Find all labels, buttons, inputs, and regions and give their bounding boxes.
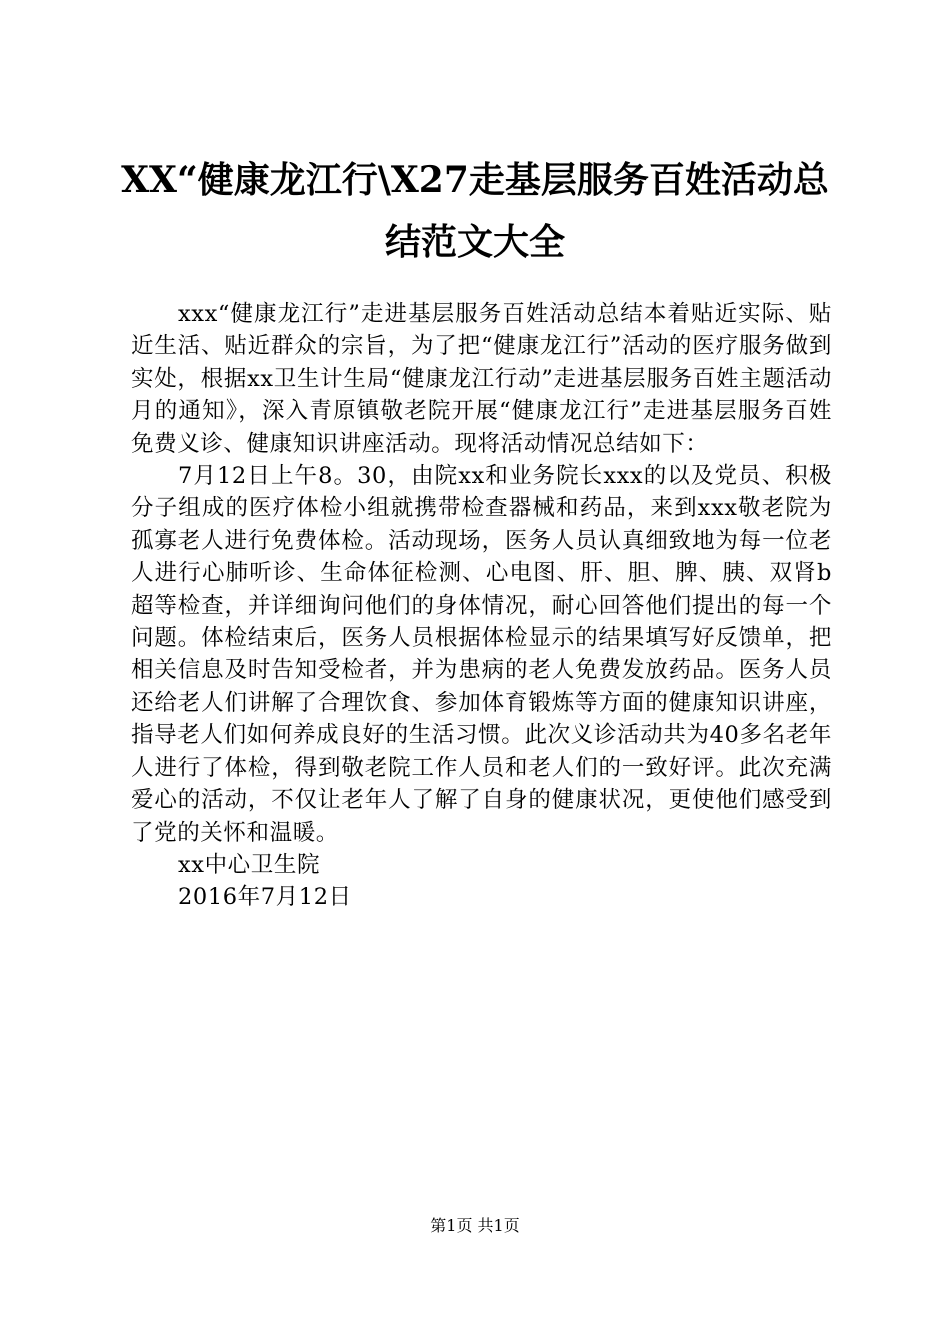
document-body [131, 298, 832, 914]
paragraph-intro: xxx“健康龙江行”走进基层服务百姓活动总结本着贴近实际、贴近生活、贴近群众的宗旨，为了把“健康龙江行”活动的医疗服务做到实处，根据xx卫生计生局“健康龙江行动”走进基层服务百姓主题活动月的通知》，深入青原镇敬老院开展“健康龙江行”走进基层服务百姓免费义诊、健康知识讲座活动。现将活动情况总结如下： [131, 301, 832, 457]
paragraph-activity: 7月12日上午8。30，由院xx和业务院长xxx的以及党员、积极分子组成的医疗体检小组就携带检查器械和药品，来到xxx敬老院为孤寡老人进行免费体检。活动现场，医务人员认真细致地为每一位老人进行心肺听诊、生命体征检测、心电图、肝、胆、脾、胰、双肾b超等检查，并详细询问他们的身体情况，耐心回答他们提出的每一个问题。体检结束后，医务人员根据体检显示的结果填写好反馈单，把相关信息及时告知受检者，并为患病的老人免费发放药品。医务人员还给老人们讲解了合理饮食、参加体育锻炼等方面的健康知识讲座，指导老人们如何养成良好的生活习惯。此次义诊活动共为40多名老年人进行了体检，得到敬老院工作人员和老人们的一致好评。此次充满爱心的活动，不仅让老年人了解了自身的健康状况，更使他们感受到了党的关怀和温暖。 [131, 463, 832, 846]
signature-date: 2016年7月12日 [178, 884, 352, 911]
signature-organization: xx中心卫生院 [178, 851, 321, 878]
document-title-line-1: XX“健康龙江行\X27走基层服务百姓活动总 [121, 159, 829, 201]
document-title-line-2: 结范文大全 [384, 221, 565, 263]
page-number-footer: 第1页 共1页 [430, 1216, 520, 1235]
